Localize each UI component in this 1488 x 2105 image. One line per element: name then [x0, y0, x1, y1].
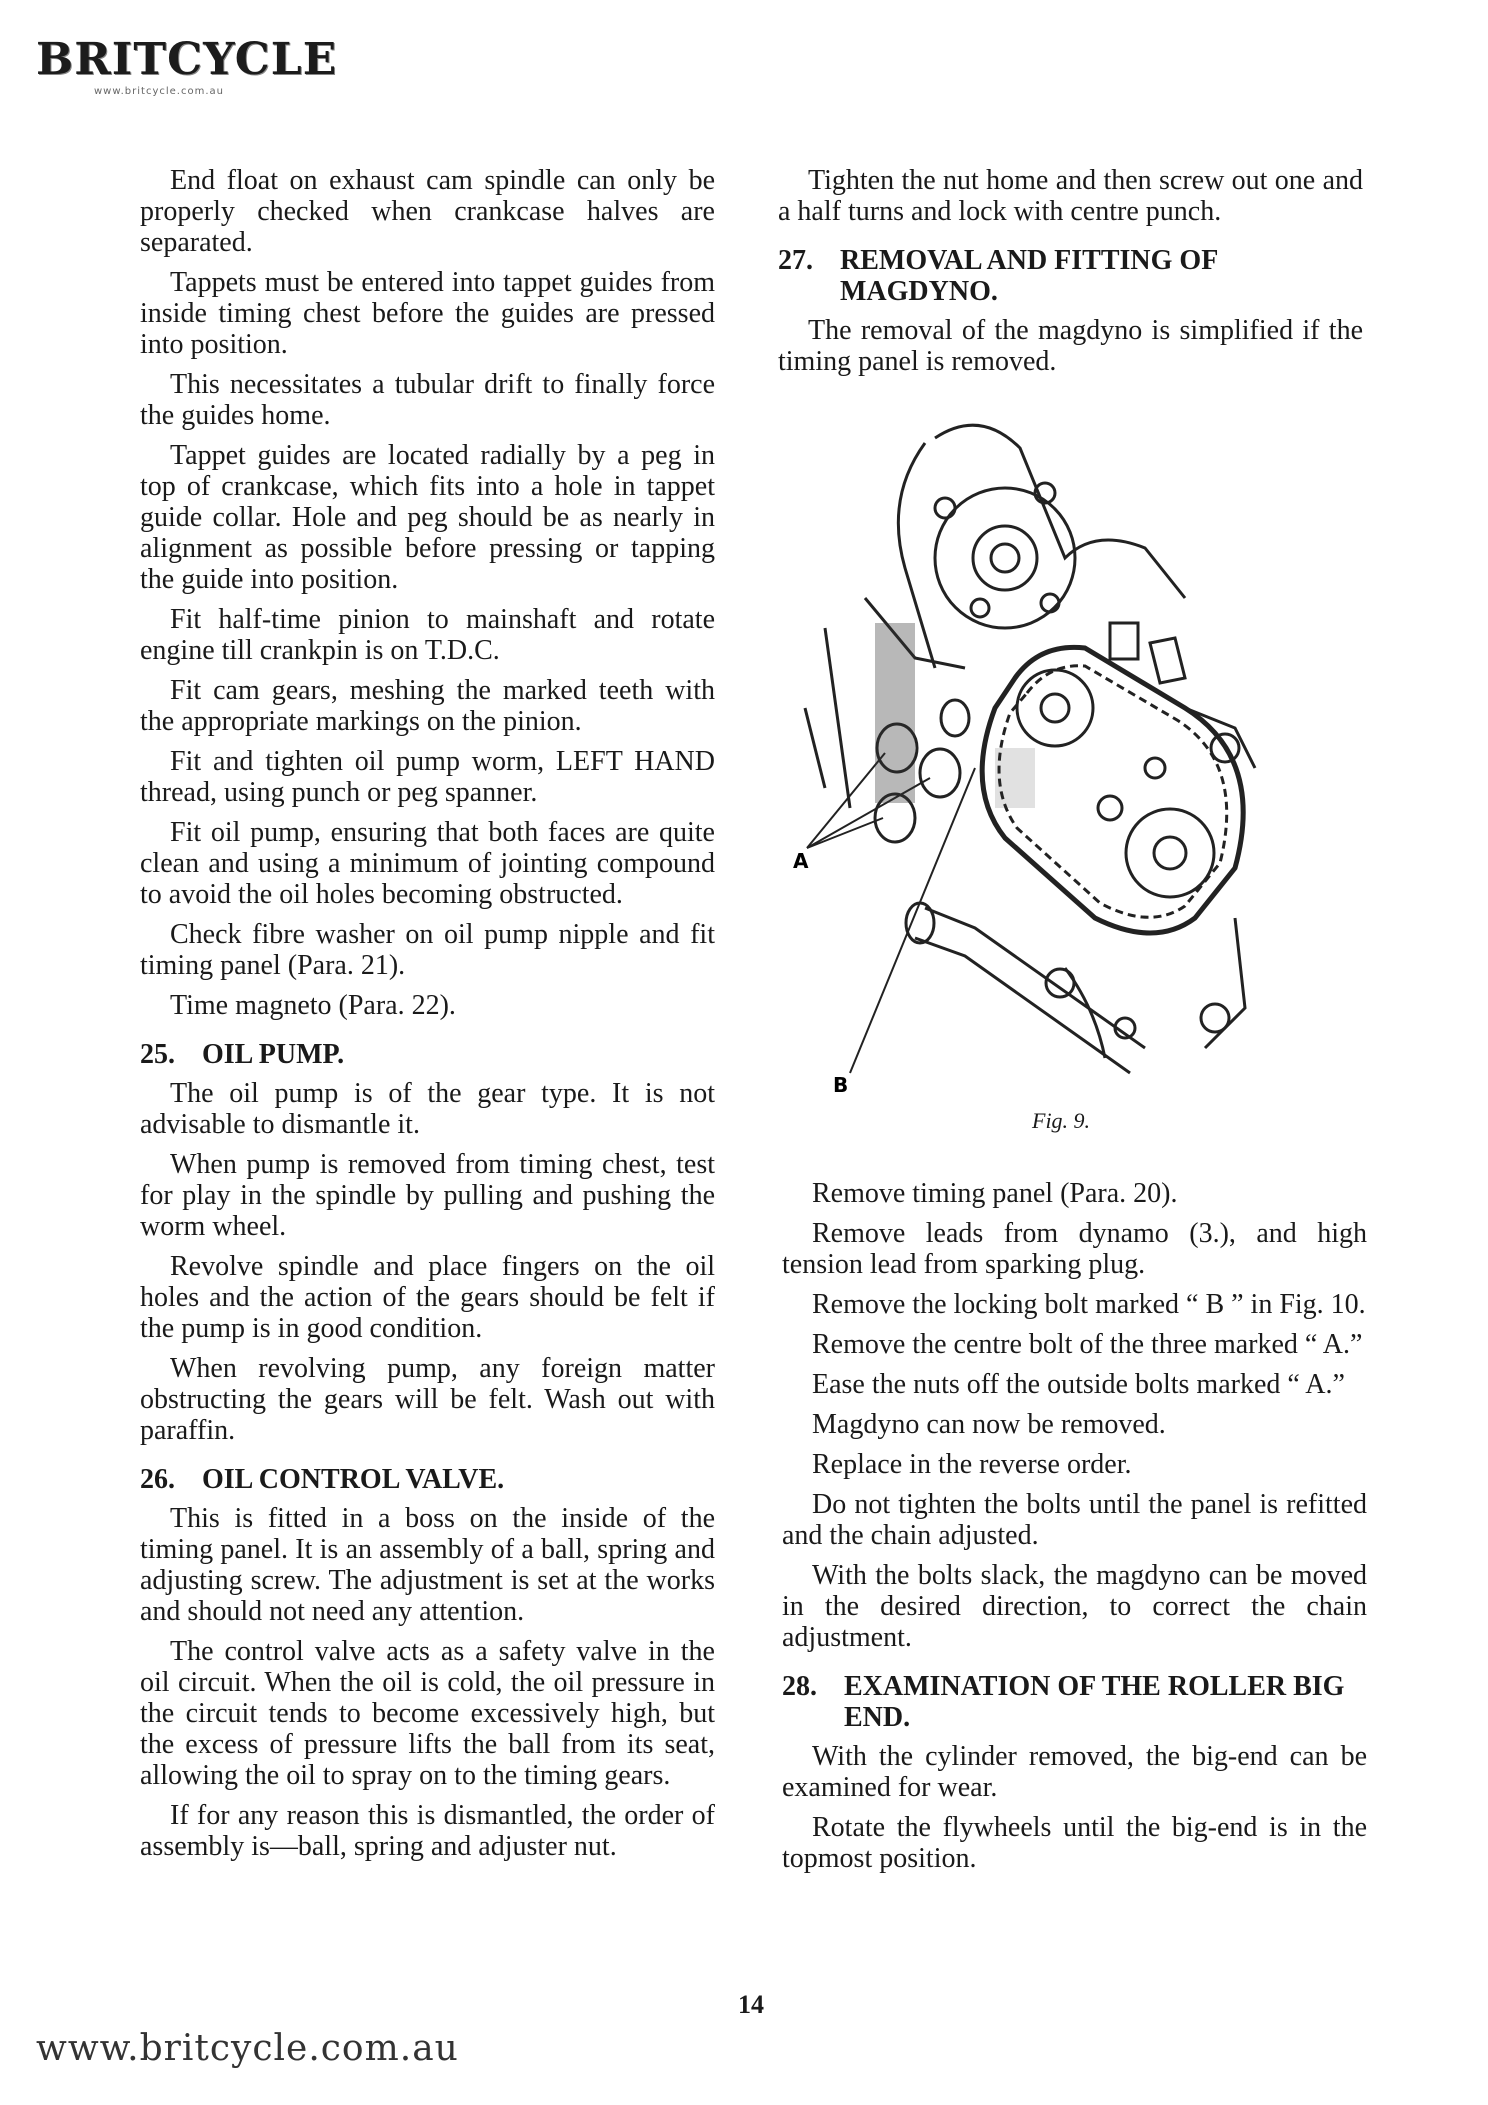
right-column — [778, 165, 1363, 386]
section-title: REMOVAL AND FITTING OF MAGDYNO. — [840, 245, 1218, 307]
page-number: 14 — [738, 1990, 764, 2019]
figure-label-b: B — [833, 1073, 849, 1097]
right-column-lower — [782, 1178, 1367, 1883]
section-title: OIL PUMP. — [202, 1039, 345, 1070]
paragraph: Rotate the flywheels until the big-end is in the topmost position. — [782, 1812, 1367, 1874]
paragraph: Magdyno can now be removed. — [812, 1409, 1166, 1440]
paragraph: This is fitted in a boss on the inside of the timing panel. It is an assembly of a ball, spring and adjusting screw. The adjustment is set at the works and should not need any attention. — [140, 1503, 715, 1627]
section-25-heading — [140, 1039, 715, 1070]
paragraph: Tighten the nut home and then screw out one and a half turns and lock with centre punch. — [778, 165, 1363, 227]
paragraph: Remove the centre bolt of the three marked “ A.” — [812, 1329, 1363, 1360]
paragraph: When pump is removed from timing chest, test for play in the spindle by pulling and pushing the worm wheel. — [140, 1149, 715, 1242]
paragraph: Fit oil pump, ensuring that both faces are quite clean and using a minimum of jointing compound to avoid the oil holes becoming obstructed. — [140, 817, 715, 910]
section-number: 25. — [140, 1039, 175, 1070]
section-number: 28. — [782, 1671, 817, 1702]
paragraph: Do not tighten the bolts until the panel is refitted and the chain adjusted. — [782, 1489, 1367, 1551]
britcycle-logo — [36, 34, 338, 114]
paragraph: The oil pump is of the gear type. It is not advisable to dismantle it. — [140, 1078, 715, 1140]
paragraph: Time magneto (Para. 22). — [170, 990, 456, 1021]
section-28-heading — [782, 1671, 1367, 1733]
paragraph: With the bolts slack, the magdyno can be moved in the desired direction, to correct the chain adjustment. — [782, 1560, 1367, 1653]
section-number: 27. — [778, 245, 813, 276]
paragraph: Check fibre washer on oil pump nipple and fit timing panel (Para. 21). — [140, 919, 715, 981]
paragraph: Remove the locking bolt marked “ B ” in Fig. 10. — [812, 1289, 1366, 1320]
paragraph: The control valve acts as a safety valve in the oil circuit. When the oil is cold, the oil pressure in the circuit tends to become excessively high, but the excess of pressure lifts the ball from its seat, allowing the oil to spray on to the timing gears. — [140, 1636, 715, 1791]
paragraph: Remove timing panel (Para. 20). — [812, 1178, 1178, 1209]
section-number: 26. — [140, 1464, 175, 1495]
paragraph: Replace in the reverse order. — [812, 1449, 1132, 1480]
paragraph: Tappets must be entered into tappet guides from inside timing chest before the guides are pressed into position. — [140, 267, 715, 360]
section-title: OIL CONTROL VALVE. — [202, 1464, 505, 1495]
figure-label-a: A — [793, 849, 809, 873]
paragraph: Revolve spindle and place fingers on the oil holes and the action of the gears should be felt if the pump is in good condition. — [140, 1251, 715, 1344]
paragraph: Fit half-time pinion to mainshaft and rotate engine till crankpin is on T.D.C. — [140, 604, 715, 666]
magdyno-illustration — [765, 408, 1365, 1118]
logo-subtext: www.britcycle.com.au — [94, 86, 224, 97]
paragraph: End float on exhaust cam spindle can only be properly checked when crankcase halves are separated. — [140, 165, 715, 258]
section-title: EXAMINATION OF THE ROLLER BIG END. — [844, 1671, 1345, 1733]
paragraph: When revolving pump, any foreign matter obstructing the gears will be felt. Wash out with paraffin. — [140, 1353, 715, 1446]
paragraph: Ease the nuts off the outside bolts marked “ A.” — [812, 1369, 1345, 1400]
paragraph: This necessitates a tubular drift to finally force the guides home. — [140, 369, 715, 431]
figure-caption: Fig. 9. — [1032, 1108, 1091, 1133]
paragraph: With the cylinder removed, the big-end can be examined for wear. — [782, 1741, 1367, 1803]
left-column — [140, 165, 715, 1871]
logo-wordmark: BRITCYCLE — [36, 34, 338, 85]
section-26-heading — [140, 1464, 715, 1495]
paragraph: If for any reason this is dismantled, the order of assembly is—ball, spring and adjuster nut. — [140, 1800, 715, 1862]
section-27-heading — [778, 245, 1363, 307]
paragraph: Remove leads from dynamo (3.), and high tension lead from sparking plug. — [782, 1218, 1367, 1280]
paragraph: The removal of the magdyno is simplified if the timing panel is removed. — [778, 315, 1363, 377]
paragraph: Fit and tighten oil pump worm, LEFT HAND thread, using punch or peg spanner. — [140, 746, 715, 808]
paragraph: Fit cam gears, meshing the marked teeth with the appropriate markings on the pinion. — [140, 675, 715, 737]
footer-url[interactable]: www.britcycle.com.au — [36, 2028, 459, 2069]
magdyno-figure — [765, 408, 1365, 1118]
paragraph: Tappet guides are located radially by a peg in top of crankcase, which fits into a hole in tappet guide collar. Hole and peg should be as nearly in alignment as possible before pressing or tapping the guide into position. — [140, 440, 715, 595]
